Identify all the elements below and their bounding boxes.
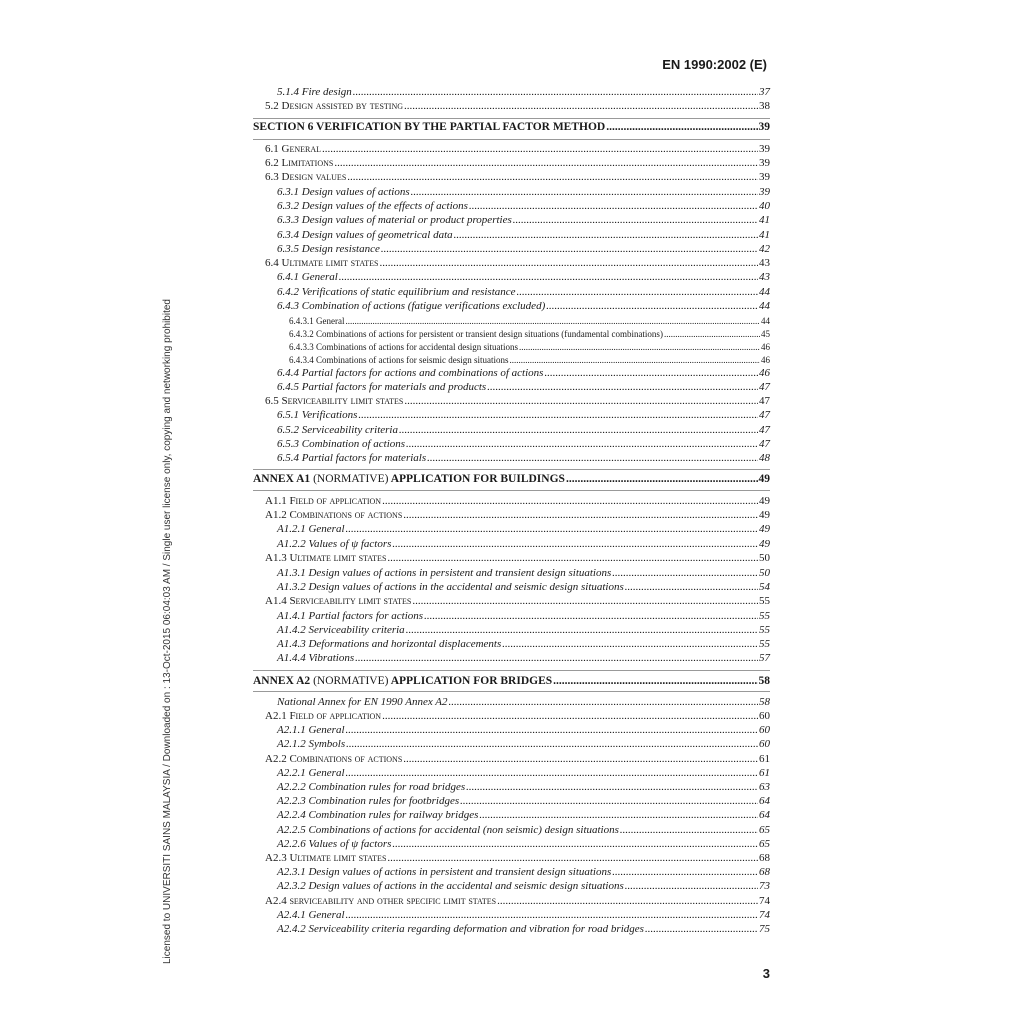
section-divider: [253, 469, 770, 470]
toc-entry[interactable]: A2.2.3 Combination rules for footbridges ..... 64: [253, 795, 770, 808]
toc-entry[interactable]: 6.4.4 Partial factors for actions and combinations of actions ..... 46: [253, 367, 770, 380]
toc-section-heading[interactable]: SECTION 6 VERIFICATION BY THE PARTIAL FACTOR METHOD ..... 39: [253, 121, 770, 134]
toc-entry[interactable]: 6.4 Ultimate limit states ..... 43: [253, 257, 770, 270]
toc-entry[interactable]: 6.5 Serviceability limit states ..... 47: [253, 395, 770, 408]
toc-entry[interactable]: A2.2 Combinations of actions ..... 61: [253, 753, 770, 766]
section-divider: [253, 490, 770, 491]
toc-entry[interactable]: 6.4.3.2 Combinations of actions for persistent or transient design situations (fundamental combinations) ..... 45: [253, 328, 770, 341]
license-watermark: Licensed to UNIVERSITI SAINS MALAYSIA / Downloaded on : 13-Oct-2015 06:04:03 AM / Single user license only, copying and networking prohibited: [162, 299, 173, 964]
toc-entry[interactable]: 6.4.3 Combination of actions (fatigue verifications excluded) ..... 44: [253, 300, 770, 313]
page-number: 3: [762, 966, 770, 981]
toc-entry[interactable]: 5.1.4 Fire design ..... 37: [253, 86, 770, 99]
toc-entry[interactable]: 6.3.5 Design resistance ..... 42: [253, 243, 770, 256]
toc-entry[interactable]: A1.4.4 Vibrations ..... 57: [253, 652, 770, 665]
toc-entry[interactable]: 6.3.2 Design values of the effects of actions ..... 40: [253, 200, 770, 213]
toc-entry[interactable]: A2.3 Ultimate limit states ..... 68: [253, 852, 770, 865]
toc-entry[interactable]: 5.2 Design assisted by testing ..... 38: [253, 100, 770, 113]
toc-entry[interactable]: 6.4.5 Partial factors for materials and products ..... 47: [253, 381, 770, 394]
toc-section-heading[interactable]: ANNEX A2 (NORMATIVE) APPLICATION FOR BRIDGES ..... 58: [253, 675, 770, 688]
toc-entry[interactable]: A1.2 Combinations of actions ..... 49: [253, 509, 770, 522]
toc-entry[interactable]: A1.3.2 Design values of actions in the accidental and seismic design situations ..... 54: [253, 581, 770, 594]
section-divider: [253, 139, 770, 140]
toc-entry[interactable]: A1.4.3 Deformations and horizontal displacements ..... 55: [253, 638, 770, 651]
toc-entry[interactable]: 6.4.2 Verifications of static equilibrium and resistance ..... 44: [253, 286, 770, 299]
toc-entry[interactable]: 6.4.3.4 Combinations of actions for seismic design situations ..... 46: [253, 354, 770, 367]
toc-entry[interactable]: 6.3.4 Design values of geometrical data ..... 41: [253, 229, 770, 242]
toc-entry[interactable]: 6.5.2 Serviceability criteria ..... 47: [253, 424, 770, 437]
toc-entry[interactable]: A2.2.5 Combinations of actions for accidental (non seismic) design situations ..... 65: [253, 824, 770, 837]
toc-entry[interactable]: 6.5.4 Partial factors for materials ..... 48: [253, 452, 770, 465]
toc-entry[interactable]: A1.4 Serviceability limit states ..... 55: [253, 595, 770, 608]
toc-entry[interactable]: A1.2.2 Values of ψ factors ..... 49: [253, 538, 770, 551]
toc-entry[interactable]: A2.1.1 General ..... 60: [253, 724, 770, 737]
toc-entry[interactable]: A1.4.1 Partial factors for actions ..... 55: [253, 610, 770, 623]
toc-entry[interactable]: A2.2.4 Combination rules for railway bridges ..... 64: [253, 809, 770, 822]
section-divider: [253, 670, 770, 671]
toc-entry[interactable]: A1.3.1 Design values of actions in persistent and transient design situations ..... 50: [253, 567, 770, 580]
toc-entry[interactable]: A2.4 serviceability and other specific limit states ..... 74: [253, 895, 770, 908]
toc-entry[interactable]: A2.3.1 Design values of actions in persistent and transient design situations ..... 68: [253, 866, 770, 879]
toc-entry[interactable]: A2.4.1 General ..... 74: [253, 909, 770, 922]
section-divider: [253, 118, 770, 119]
toc-entry[interactable]: National Annex for EN 1990 Annex A2 ..... 58: [253, 696, 770, 709]
toc-entry[interactable]: 6.1 General ..... 39: [253, 143, 770, 156]
toc-entry[interactable]: 6.3.1 Design values of actions ..... 39: [253, 186, 770, 199]
toc-entry[interactable]: A1.2.1 General ..... 49: [253, 523, 770, 536]
toc-entry[interactable]: 6.4.3.3 Combinations of actions for accidental design situations ..... 46: [253, 341, 770, 354]
toc-entry[interactable]: A1.4.2 Serviceability criteria ..... 55: [253, 624, 770, 637]
toc-entry[interactable]: 6.3 Design values ..... 39: [253, 171, 770, 184]
section-divider: [253, 691, 770, 692]
toc-entry[interactable]: A2.1 Field of application ..... 60: [253, 710, 770, 723]
toc-entry[interactable]: A2.2.6 Values of ψ factors ..... 65: [253, 838, 770, 851]
toc-entry[interactable]: A2.1.2 Symbols ..... 60: [253, 738, 770, 751]
toc-entry[interactable]: A2.2.1 General ..... 61: [253, 767, 770, 780]
document-header: EN 1990:2002 (E): [662, 57, 767, 72]
toc-entry[interactable]: A2.3.2 Design values of actions in the accidental and seismic design situations ..... 73: [253, 880, 770, 893]
toc-entry[interactable]: A2.2.2 Combination rules for road bridges ..... 63: [253, 781, 770, 794]
toc-entry[interactable]: A1.3 Ultimate limit states ..... 50: [253, 552, 770, 565]
toc-entry[interactable]: 6.3.3 Design values of material or product properties ..... 41: [253, 214, 770, 227]
toc-entry[interactable]: 6.5.3 Combination of actions ..... 47: [253, 438, 770, 451]
toc-section-heading[interactable]: ANNEX A1 (NORMATIVE) APPLICATION FOR BUILDINGS ..... 49: [253, 473, 770, 486]
toc-entry[interactable]: 6.4.3.1 General ..... 44: [253, 315, 770, 328]
toc-entry[interactable]: 6.2 Limitations ..... 39: [253, 157, 770, 170]
toc-entry[interactable]: 6.4.1 General ..... 43: [253, 271, 770, 284]
toc-entry[interactable]: 6.5.1 Verifications ..... 47: [253, 409, 770, 422]
toc-entry[interactable]: A2.4.2 Serviceability criteria regarding deformation and vibration for road bridges ..... 75: [253, 923, 770, 936]
toc-entry[interactable]: A1.1 Field of application ..... 49: [253, 495, 770, 508]
